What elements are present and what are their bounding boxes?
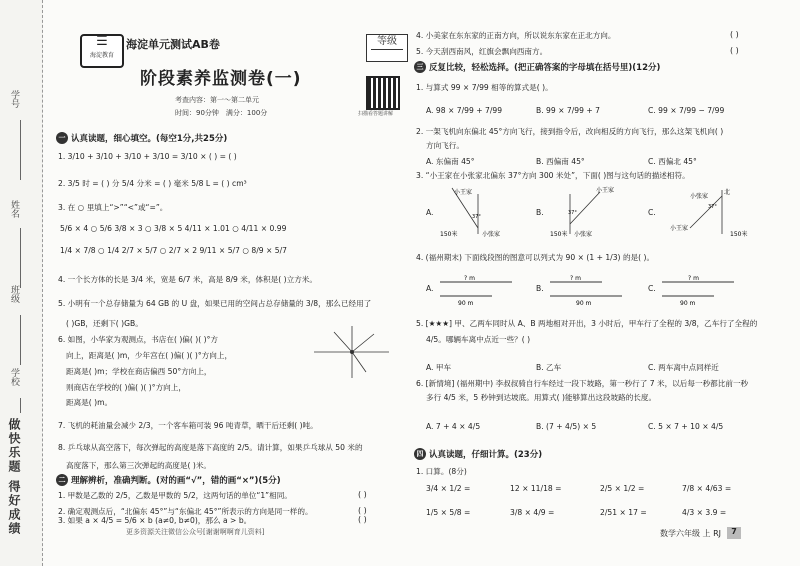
q3-figure-a [438, 184, 518, 242]
school-line [20, 398, 21, 413]
left-column [46, 0, 397, 566]
q3a-deg: 37° [472, 214, 481, 220]
brand-title: 海淀单元测试AB卷 [126, 38, 220, 51]
q4b-big: 90 m [576, 300, 592, 306]
student-no-line [20, 120, 21, 180]
calc-2-1[interactable]: 1/5 × 5/8 = [426, 508, 471, 517]
s2-q4-answer[interactable]: ( ) [730, 30, 739, 39]
s2-q3: 3. 如果 a × 4/5 = 5/6 × b (a≠0, b≠0)，那么 a > b。 [58, 516, 252, 525]
label-class: 班级 [9, 285, 19, 303]
s2-q1-answer[interactable]: ( ) [358, 490, 367, 499]
label-school: 学校 [9, 368, 19, 386]
s3-q1-opt-a[interactable]: A. 98 × 7/99 + 7/99 [426, 106, 503, 115]
q4c-small: ? m [688, 275, 699, 282]
page-title: 阶段素养监测卷(一) [140, 69, 302, 89]
exam-meta [175, 94, 267, 120]
s1-q5-cont: ( )GB，还剩下( )GB。 [66, 319, 143, 328]
s2-q5: 5. 今天刮西南风，红旗会飘向西南方。 [416, 47, 548, 56]
s1-q6-line5: 距离是( )m。 [66, 398, 113, 407]
s3-q6-opt-b[interactable]: B. (7 + 4/5) × 5 [536, 422, 597, 431]
s3-q2-opt-c[interactable]: C. 西偏北 45° [648, 157, 697, 166]
exam-header [60, 30, 424, 122]
s1-q6-line2: 向上，距离是( )m，少年宫在( )偏( )( )°方向上， [66, 351, 233, 360]
q4a-small: ? m [464, 275, 475, 282]
label-student-no: 学号 [9, 90, 19, 108]
s3-q6-opt-c[interactable]: C. 5 × 7 + 10 × 4/5 [648, 422, 724, 431]
q4b-small: ? m [570, 275, 581, 282]
s3-q6-opt-a[interactable]: A. 7 + 4 × 4/5 [426, 422, 481, 431]
s2-q3-answer[interactable]: ( ) [358, 515, 367, 524]
s3-q2-opt-b[interactable]: B. 西偏南 45° [536, 157, 585, 166]
q3b-deg: 37° [568, 210, 577, 216]
section-1-title: 一 认真读题，细心填空。(每空1分,共25分) [56, 132, 227, 144]
s3-q5: 5. [★★★] 甲、乙两车同时从 A、B 两地相对开出，3 小时后，甲车行了全程的 3/8，乙车行了全程的 [416, 319, 758, 328]
s3-q1-opt-b[interactable]: B. 99 × 7/99 + 7 [536, 106, 600, 115]
grade-box: 等级 [366, 34, 408, 62]
exam-time: 时间：90分钟 [175, 109, 219, 117]
s3-q1: 1. 与算式 99 × 7/99 相等的算式是( )。 [416, 83, 553, 92]
section-2-title: 二 理解辨析，准确判断。(对的画“√”，错的画“×”)(5分) [56, 474, 281, 486]
s1-q2: 2. 3/5 时 = ( ) 分 5/4 分米 = ( ) 毫米 5/8 L = ( ) cm³ [58, 179, 247, 188]
q3c-zhang: 小张家 [690, 193, 709, 200]
s1-q6: 6. 如图，小华家为观测点，书店在( )偏( )( )°方 [58, 335, 218, 344]
s3-q3-opt-a[interactable]: A. [426, 208, 434, 217]
s3-q3: 3. “小王家在小张家北偏东 37°方向 300 米处”，下面( )图与这句话的描述相符。 [416, 171, 690, 180]
s2-q2: 2. 确定观测点后，“北偏东 45°”与“东偏北 45°”所表示的方向是同一样的。 [58, 507, 313, 516]
publisher-logo: ☰ 海淀教育 [80, 34, 124, 68]
right-column [412, 0, 790, 566]
q3b-zhang: 小张家 [574, 231, 593, 238]
q3c-wang: 小王家 [670, 225, 689, 232]
motto: 做快乐题 得好成绩 [7, 418, 21, 537]
q3b-wang: 小王家 [596, 187, 615, 194]
calc-2-2[interactable]: 3/8 × 4/9 = [510, 508, 555, 517]
s1-q3-row2: 1/4 × 7/8 ○ 1/4 2/7 × 5/7 ○ 2/7 × 2 9/11 × 5/7 ○ 8/9 × 5/7 [60, 246, 288, 255]
label-name: 姓名 [9, 200, 19, 218]
section-3-title: 三 反复比较，轻松选择。(把正确答案的字母填在括号里)(12分) [414, 61, 660, 73]
q4-figure-c [658, 272, 738, 306]
calc-1-1[interactable]: 3/4 × 1/2 = [426, 484, 471, 493]
q3c-deg: 37° [708, 204, 717, 210]
s1-q8: 8. 乒乓球从高空落下，每次弹起的高度是落下高度的 2/5。请计算，如果乒乓球从 50 米的 [58, 443, 363, 452]
s3-q5-opt-b[interactable]: B. 乙车 [536, 363, 562, 372]
s2-q2-answer[interactable]: ( ) [358, 506, 367, 515]
exam-score: 满分：100分 [225, 109, 268, 117]
s3-q4-opt-c[interactable]: C. [648, 284, 656, 293]
q4c-big: 90 m [680, 300, 696, 306]
exam-scope: 考查内容：第一～第二单元 [175, 96, 259, 104]
s1-q5: 5. 小明有一个总存储量为 64 GB 的 U 盘，如果已用的空间占总存储量的 3/8，那么已经用了 [58, 299, 372, 308]
s3-q4: 4. (福州期末) 下面线段图的图意可以列式为 90 × (1 + 1/3) 的是( )。 [416, 253, 655, 262]
calc-2-4[interactable]: 4/3 × 3.9 = [682, 508, 727, 517]
s1-q8-cont: 高度落下，那么第三次弹起的高度是( )米。 [66, 461, 212, 470]
s1-q4: 4. 一个长方体的长是 3/4 米，宽是 6/7 米，高是 8/9 米，体积是( )立方米。 [58, 275, 317, 284]
page-number: 7 [727, 527, 741, 539]
s1-q7: 7. 飞机的耗油量会减少 2/3，一个客车箱可装 96 吨青草，晒干后还剩( )吨。 [58, 421, 318, 430]
s1-q1: 1. 3/10 + 3/10 + 3/10 + 3/10 = 3/10 × ( ) = ( ) [58, 152, 237, 161]
s3-q4-opt-a[interactable]: A. [426, 284, 434, 293]
q4a-big: 90 m [458, 300, 474, 306]
footer-note: 更多资源关注微信公众号[谢谢啊啊育儿资料] [126, 528, 265, 536]
q4-figure-b [546, 272, 626, 306]
s1-q6-line3: 距离是( )m；学校在商店偏西 50°方向上， [66, 367, 212, 376]
q3b-dist: 150米 [550, 231, 568, 238]
s3-q4-opt-b[interactable]: B. [536, 284, 544, 293]
class-line [20, 315, 21, 365]
q3a-zhang: 小张家 [482, 231, 501, 238]
s2-q4: 4. 小美家在东东家的正南方向，所以说东东家在正北方向。 [416, 31, 616, 40]
s3-q5-opt-a[interactable]: A. 甲车 [426, 363, 452, 372]
s1-q3: 3. 在 ○ 里填上“>”“<”或“=”。 [58, 203, 168, 212]
qr-caption: 扫描看答题讲解 [358, 111, 394, 117]
q3-figure-b [548, 184, 628, 242]
calc-1-2[interactable]: 12 × 11/18 = [510, 484, 562, 493]
page-label: 数学六年级 上 RJ [660, 528, 722, 538]
s2-q1: 1. 甲数是乙数的 2/5，乙数是甲数的 5/2，这两句话的单位“1”相同。 [58, 491, 292, 500]
s3-q3-opt-b[interactable]: B. [536, 208, 544, 217]
q3-figure-c [660, 184, 760, 242]
s3-q5-opt-c[interactable]: C. 两车离中点同样近 [648, 363, 719, 372]
s3-q5-cont: 4/5。哪辆车离中点近一些？( ) [426, 335, 531, 344]
qr-code[interactable] [366, 76, 400, 110]
page-footer [660, 527, 741, 539]
s3-q2-cont: 方向飞行。 [426, 141, 464, 150]
s3-q1-opt-c[interactable]: C. 99 × 7/99 − 7/99 [648, 106, 725, 115]
binding-strip [0, 0, 43, 566]
s4-subtitle: 1. 口算。(8分) [416, 467, 467, 476]
q3a-dist: 150米 [440, 231, 458, 238]
calc-2-3[interactable]: 2/51 × 17 = [600, 508, 647, 517]
name-line [20, 228, 21, 288]
q4-figure-a [436, 272, 516, 306]
s2-q5-answer[interactable]: ( ) [730, 46, 739, 55]
s3-q6-cont: 多行 4/5 米，5 秒钟到达坡底。用算式( )能够算出这段坡路的长度。 [426, 393, 657, 402]
q3c-north: 北 [724, 189, 731, 196]
s3-q2: 2. 一架飞机向东偏北 45°方向飞行，接到指令后，改向相反的方向飞行，那么这架飞机向( ) [416, 127, 724, 136]
compass-figure [304, 322, 394, 380]
section-4-title: 四 认真读题，仔细计算。(23分) [414, 448, 542, 460]
s3-q6: 6. [新情境] (福州期中) 李叔叔骑自行车经过一段下坡路，第一秒行了 7 米，以后每一秒都比前一秒 [416, 379, 749, 388]
calc-1-4[interactable]: 7/8 × 4/63 = [682, 484, 732, 493]
calc-1-3[interactable]: 2/5 × 1/2 = [600, 484, 645, 493]
q3c-dist: 150米 [730, 231, 748, 238]
s3-q2-opt-a[interactable]: A. 东偏南 45° [426, 157, 475, 166]
s1-q3-row1: 5/6 × 4 ○ 5/6 3/8 × 3 ○ 3/8 × 5 4/11 × 1.01 ○ 4/11 × 0.99 [60, 224, 287, 233]
q3a-wang: 小王家 [454, 189, 473, 196]
s1-q6-line4: 则商店在学校的( )偏( )( )°方向上， [66, 383, 186, 392]
s3-q3-opt-c[interactable]: C. [648, 208, 656, 217]
